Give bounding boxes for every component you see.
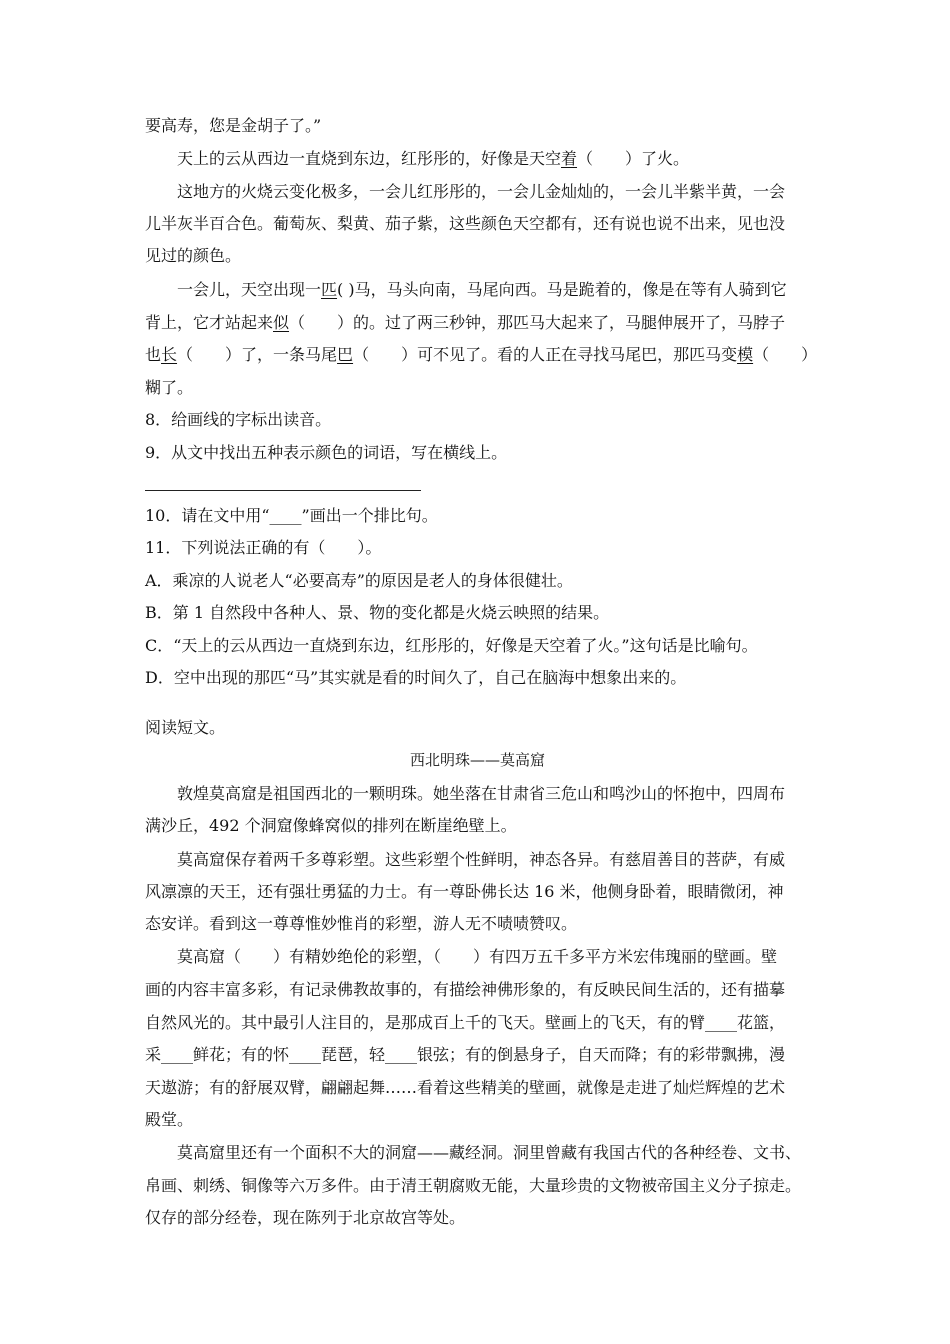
passage-line: 一会儿，天空出现一匹( )马，马头向南，马尾向西。马是跪着的，像是在等有人骑到它 [177,280,787,299]
passage-line: 仅存的部分经卷，现在陈列于北京故宫等处。 [145,1208,466,1227]
passage-line: 这地方的火烧云变化极多，一会儿红彤彤的，一会儿金灿灿的，一会儿半紫半黄，一会 [177,182,786,201]
question-11: 11．下列说法正确的有（ ）。 [145,538,382,557]
question-10: 10．请在文中用“____”画出一个排比句。 [145,506,438,525]
passage-line: 莫高窟保存着两千多尊彩塑。这些彩塑个性鲜明，神态各异。有慈眉善目的菩萨，有威 [177,850,786,869]
passage-line: 帛画、刺绣、铜像等六万多件。由于清王朝腐败无能，大量珍贵的文物被帝国主义分子掠走。 [145,1176,802,1195]
passage-line: 莫高窟里还有一个面积不大的洞窟——藏经洞。洞里曾藏有我国古代的各种经卷、文书、 [177,1143,802,1162]
underlined-char: 似 [273,313,290,332]
passage-line: 敦煌莫高窟是祖国西北的一颗明珠。她坐落在甘肃省三危山和鸣沙山的怀抱中，四周布 [177,784,786,803]
passage-line: 殿堂。 [145,1110,194,1129]
passage-line: 风凛凛的天王，还有强壮勇猛的力士。有一尊卧佛长达 16 米，他侧身卧着，眼睛微闭，神 [145,882,784,901]
underlined-char: 长 [161,345,178,364]
option-d[interactable]: D．空中出现的那匹“马”其实就是看的时间久了，自己在脑海中想象出来的。 [145,668,687,687]
option-c[interactable]: C．“天上的云从西边一直烧到东边，红彤彤的，好像是天空着了火。”这句话是比喻句。 [145,636,758,655]
question-8: 8．给画线的字标出读音。 [145,410,332,429]
underlined-char: 模 [737,345,754,364]
underlined-char: 巴 [337,345,354,364]
passage-line: 糊了。 [145,378,194,397]
passage-line: 要高寿，您是金胡子了。” [145,116,322,135]
underlined-char: 匹 [321,280,338,299]
passage-line: 也长（ ）了，一条马尾巴（ ）可不见了。看的人正在寻找马尾巴，那匹马变模（ ） [145,345,818,364]
option-b[interactable]: B．第 1 自然段中各种人、景、物的变化都是火烧云映照的结果。 [145,603,610,622]
reading-intro: 阅读短文。 [145,718,226,737]
question-9: 9．从文中找出五种表示颜色的词语，写在横线上。 [145,443,508,462]
passage-line: 采____鲜花；有的怀____琵琶，轻____银弦；有的倒悬身子，自天而降；有的彩带飘拂，漫 [145,1045,786,1064]
option-a[interactable]: A．乘凉的人说老人“必要高寿”的原因是老人的身体很健壮。 [145,571,573,590]
passage-line: 天上的云从西边一直烧到东边，红彤彤的，好像是天空着（ ）了火。 [177,149,690,168]
passage-line: 自然风光的。其中最引人注目的，是那成百上千的飞天。壁画上的飞天，有的臂____花篮， [145,1013,786,1032]
passage-line: 天遨游；有的舒展双臂，翩翩起舞……看着这些精美的壁画，就像是走进了灿烂辉煌的艺术 [145,1078,786,1097]
passage-line: 画的内容丰富多彩，有记录佛教故事的，有描绘神佛形象的，有反映民间生活的，还有描摹 [145,980,786,999]
passage-line: 背上，它才站起来似（ ）的。过了两三秒钟，那匹马大起来了，马腿伸展开了，马脖子 [145,313,786,332]
passage-line: 满沙丘，492 个洞窟像蜂窝似的排列在断崖绝壁上。 [145,816,517,835]
passage-line: 儿半灰半百合色。葡萄灰、梨黄、茄子紫，这些颜色天空都有，还有说也说不出来，见也没 [145,214,786,233]
answer-line[interactable] [145,490,421,491]
underlined-char: 着 [561,149,578,168]
passage-line: 态安详。看到这一尊尊惟妙惟肖的彩塑，游人无不啧啧赞叹。 [145,914,578,933]
passage-title: 西北明珠——莫高窟 [409,751,545,769]
passage-line: 莫高窟（ ）有精妙绝伦的彩塑，（ ）有四万五千多平方米宏伟瑰丽的壁画。壁 [177,947,778,966]
passage-line: 见过的颜色。 [145,246,242,265]
